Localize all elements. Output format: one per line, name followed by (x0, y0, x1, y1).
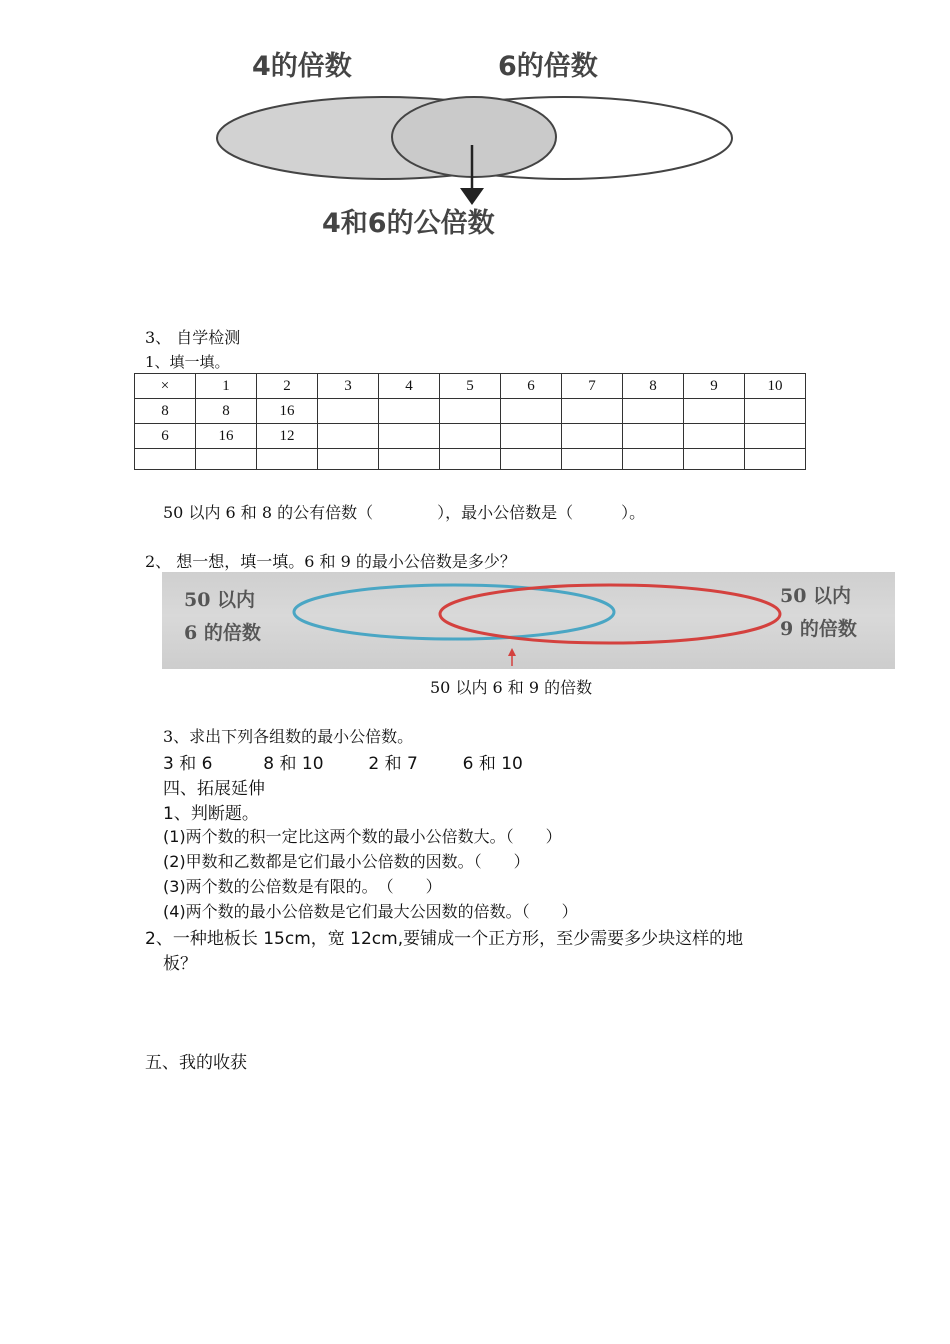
table-cell (501, 399, 562, 424)
table-cell (318, 424, 379, 449)
pair-item: 8 和 10 (263, 754, 324, 774)
q2-title: 2、 想一想，填一填。6 和 9 的最小公倍数是多少？ (145, 552, 516, 571)
photo-right-line2: 9 的倍数 (780, 618, 857, 640)
table-cell (684, 424, 745, 449)
judge-title: 1、判断题。 (163, 804, 259, 824)
table-row (135, 449, 806, 470)
table-cell: 9 (684, 374, 745, 399)
q3-pairs (163, 749, 523, 774)
floor-question-line2: 板？ (163, 954, 197, 974)
judge-item-4: (4)两个数的最小公倍数是它们最大公因数的倍数。（ ） (163, 902, 578, 921)
pair-item: 2 和 7 (368, 754, 418, 774)
table-cell: 3 (318, 374, 379, 399)
venn-bottom-label: 4和6的公倍数 (322, 208, 495, 239)
table-cell: 7 (562, 374, 623, 399)
ellipse-9-multiples (440, 585, 780, 643)
table-cell: 5 (440, 374, 501, 399)
table-cell: 1 (196, 374, 257, 399)
pair-item: 3 和 6 (163, 754, 213, 774)
table-cell (745, 399, 806, 424)
table-cell (440, 449, 501, 470)
table-cell (745, 449, 806, 470)
table-cell: 8 (135, 399, 196, 424)
ellipse-6-multiples (294, 585, 614, 639)
venn-right-label: 6的倍数 (498, 51, 598, 82)
table-cell (745, 424, 806, 449)
section5-heading: 五、我的收获 (145, 1053, 247, 1073)
section3-heading: 3、 自学检测 (145, 328, 241, 347)
table-cell: 8 (196, 399, 257, 424)
table-cell (440, 424, 501, 449)
table-cell (562, 399, 623, 424)
q1-title: 1、填一填。 (145, 353, 230, 371)
table-cell (379, 424, 440, 449)
table-cell: 2 (257, 374, 318, 399)
venn-photo-6-9 (162, 572, 895, 669)
table-cell: 4 (379, 374, 440, 399)
red-arrow-head (508, 648, 516, 656)
table-cell (623, 399, 684, 424)
photo-right-line1: 50 以内 (780, 585, 852, 607)
table-cell (501, 424, 562, 449)
table-cell (684, 449, 745, 470)
q3-title: 3、求出下列各组数的最小公倍数。 (163, 727, 414, 746)
arrow-head (460, 188, 484, 205)
table-cell (379, 449, 440, 470)
table-cell: 16 (196, 424, 257, 449)
pair-item: 6 和 10 (462, 754, 523, 774)
q1-fill-line: 50 以内 6 和 8 的公有倍数（ ），最小公倍数是（ ）。 (163, 503, 646, 522)
table-cell (623, 424, 684, 449)
judge-item-3: (3)两个数的公倍数是有限的。 （ ） (163, 877, 442, 896)
section4-heading: 四、拓展延伸 (163, 779, 265, 799)
table-cell (684, 399, 745, 424)
table-cell (318, 399, 379, 424)
table-cell: 6 (501, 374, 562, 399)
table-cell: 8 (623, 374, 684, 399)
table-cell (440, 399, 501, 424)
table-row (135, 424, 806, 449)
table-cell (501, 449, 562, 470)
q2-caption: 50 以内 6 和 9 的倍数 (430, 678, 593, 697)
table-cell (196, 449, 257, 470)
table-row (135, 399, 806, 424)
table-cell: 16 (257, 399, 318, 424)
table-cell (562, 424, 623, 449)
judge-item-1: (1)两个数的积一定比这两个数的最小公倍数大。（ ） (163, 827, 562, 846)
venn-diagram-4-6 (210, 45, 740, 245)
table-header-row (135, 374, 806, 399)
multiples-table (134, 373, 806, 470)
table-cell (562, 449, 623, 470)
judge-item-2: (2)甲数和乙数都是它们最小公倍数的因数。（ ） (163, 852, 530, 871)
table-cell (623, 449, 684, 470)
photo-left-line2: 6 的倍数 (184, 622, 261, 644)
table-cell: 10 (745, 374, 806, 399)
table-cell: 12 (257, 424, 318, 449)
table-cell (318, 449, 379, 470)
table-cell: × (135, 374, 196, 399)
table-cell (135, 449, 196, 470)
table-cell: 6 (135, 424, 196, 449)
photo-left-line1: 50 以内 (184, 589, 256, 611)
venn-left-label: 4的倍数 (252, 51, 352, 82)
floor-question-line1: 2、一种地板长 15cm，宽 12cm,要铺成一个正方形，至少需要多少块这样的地 (145, 929, 744, 949)
table-cell (257, 449, 318, 470)
table-cell (379, 399, 440, 424)
